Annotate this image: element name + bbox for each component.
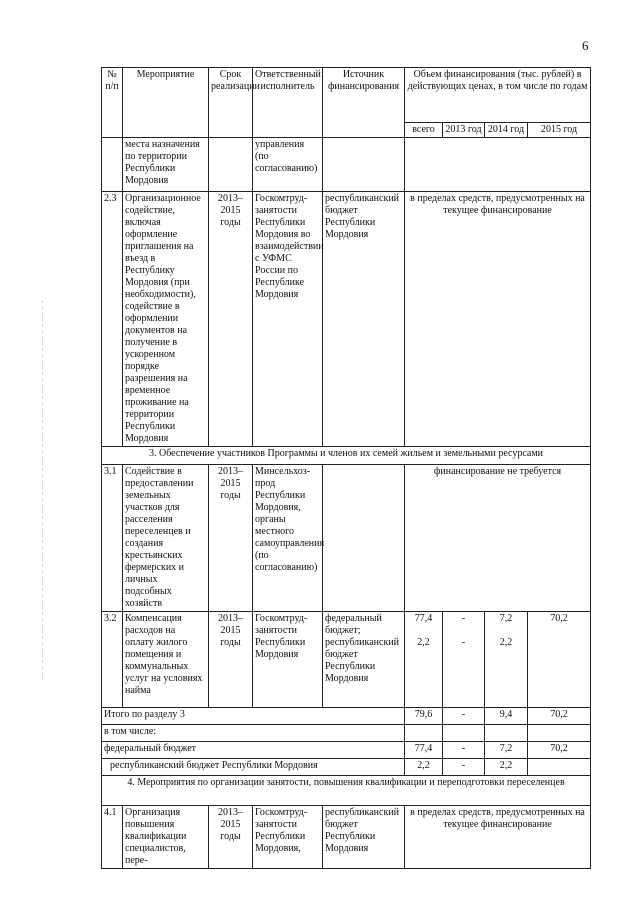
table-row [102,708,591,725]
cell-term: 2013–2015 годы [209,612,253,708]
scan-margin-mark [42,300,43,680]
cell-source [323,612,405,708]
cell-funding: финансирование не требуется [405,465,591,612]
cell-executor: Госкомтруд-занятости Республики Мордовия во взаимодействии с УФМС России по Республике Мордовия [253,192,323,447]
federal-label: федеральный бюджет [102,742,405,759]
section-3-title: 3. Обеспечение участников Программы и членов их семей жильем и земельными ресурсами [102,447,591,465]
header-term: Срок реализации [209,68,253,138]
table-row [102,612,591,708]
page-number: 6 [582,38,589,53]
cell-term: 2013–2015 годы [209,465,253,612]
cell-term: 2013–2015 годы [209,192,253,447]
header-2014: 2014 год [485,123,528,138]
value-fed-2015: 70,2 [550,613,568,624]
header-executor: Ответственный исполнитель [253,68,323,138]
value-fed-2013: - [461,613,466,624]
cell-term: 2013–2015 годы [209,806,253,869]
financing-table [101,67,591,869]
cell-source [323,465,405,612]
including-label: в том числе: [102,725,405,742]
source-republic: республиканский бюджет Республики Мордовия [325,637,400,684]
cell-num: 4.1 [102,806,123,869]
table-row [102,192,591,447]
cell-executor: Госкомтруд-занятости Республики Мордовия, [253,806,323,869]
federal-2015: 70,2 [528,742,591,759]
total-all: 79,6 [405,708,443,725]
header-num: № п/п [102,68,123,138]
value-fed-2014: 7,2 [499,613,513,624]
federal-2013: - [443,742,485,759]
value-rep-2013: - [461,637,466,648]
header-source: Источник финансирования [323,68,405,138]
cell-measure: места назначения по территории Республики Мордовия [123,138,209,192]
federal-total: 77,4 [405,742,443,759]
cell-funding: в пределах средств, предусмотренных на текущее финансирование [405,192,591,447]
cell-measure: Содействие в предоставлении земельных участков для расселения переселенцев и создания крестьянских фермерских и личных подсобных хозяйств [123,465,209,612]
cell-num: 3.1 [102,465,123,612]
table-row [102,806,591,869]
cell-measure: Компенсация расходов на оплату жилого помещения и коммунальных услуг на условиях найма [123,612,209,708]
republic-2013: - [443,759,485,776]
header-measure: Мероприятие [123,68,209,138]
table-row [102,742,591,759]
cell-num: 2.3 [102,192,123,447]
table-row [102,759,591,776]
header-2015: 2015 год [528,123,591,138]
header-2013: 2013 год [443,123,485,138]
total-2015: 70,2 [528,708,591,725]
table-row [102,138,591,192]
table-row [102,465,591,612]
republic-2014: 2,2 [485,759,528,776]
header-volume: Объем финансирования (тыс. рублей) в действующих ценах, в том числе по годам [405,68,591,123]
cell-executor: Госкомтруд-занятости Республики Мордовия [253,612,323,708]
federal-2014: 7,2 [485,742,528,759]
republic-total: 2,2 [405,759,443,776]
value-rep-2014: 2,2 [499,637,513,648]
table-row [102,725,591,742]
republic-2015 [528,759,591,776]
cell-measure: Организационное содействие, включая оформление приглашения на въезд в Республику Мордовия (при необходимости), содействие в оформлении документов на получение в ускоренном порядке разрешения на временное проживание на территории Республики Мордовия [123,192,209,447]
value-rep-total: 2,2 [417,637,430,648]
cell-source: республиканский бюджет Республики Мордовия [323,192,405,447]
cell-measure: Организация повышения квалификации специалистов, пере- [123,806,209,869]
total-2014: 9,4 [485,708,528,725]
cell-source: республиканский бюджет Республики Мордовия [323,806,405,869]
cell-num: 3.2 [102,612,123,708]
section-4-title: 4. Мероприятия по организации занятости, повышения квалификации и переподготовки переселенцев [102,776,591,806]
total-2013: - [443,708,485,725]
header-total: всего [405,123,443,138]
source-federal: федеральный бюджет; [325,613,382,636]
cell-executor: управления (по согласованию) [253,138,323,192]
republic-label: республиканский бюджет Республики Мордовия [102,759,405,776]
cell-executor: Минсельхоз-прод Республики Мордовия, органы местного самоуправления (по согласованию) [253,465,323,612]
total-label: Итого по разделу 3 [102,708,405,725]
cell-funding: в пределах средств, предусмотренных на текущее финансирование [405,806,591,869]
value-fed-total: 77,4 [414,613,433,624]
